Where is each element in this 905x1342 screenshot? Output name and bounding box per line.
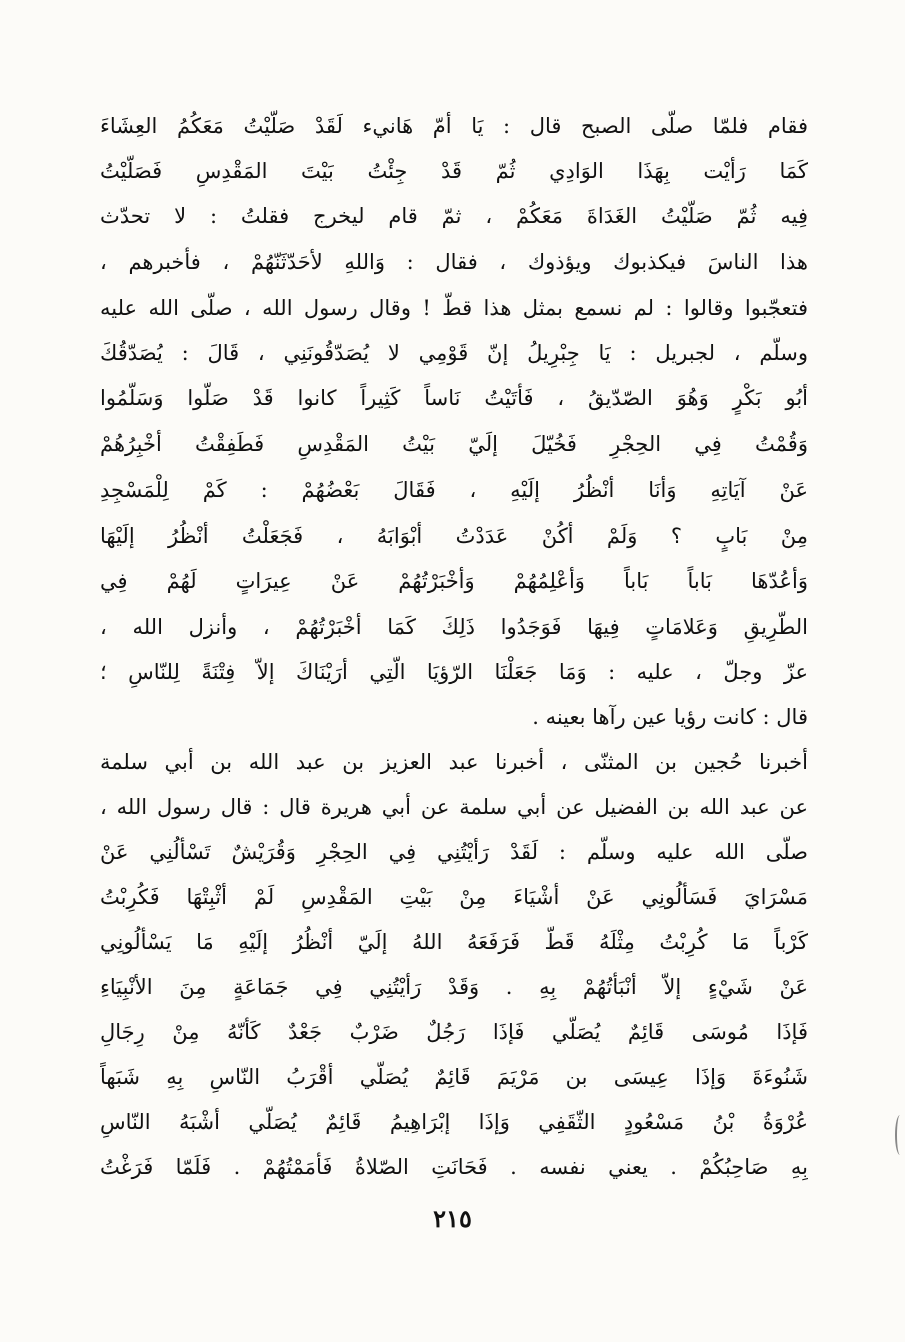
- text-line: فِيه ثُمّ صَلّيْتُ الغَدَاةَ مَعَكُمْ ، ثمّ قام ليخرج فقلتُ : لا تحدّث: [100, 204, 808, 228]
- text-line: فَإذَا مُوسَى قَائِمٌ يُصَلّي فَإذَا رَجُلٌ ضَرْبٌ جَعْدٌ كَأنّهُ مِنْ رِجَالِ: [100, 1020, 808, 1044]
- text-line: فتعجّبوا وقالوا : لم نسمع بمثل هذا قطّ ! وقال رسول الله ، صلّى الله عليه: [100, 296, 808, 320]
- text-line: وسلّم ، لجبريل : يَا جِبْرِيلُ إنّ قَوْمِي لا يُصَدّقُونَنِي ، قَالَ : يُصَدّقُكَ: [100, 341, 808, 365]
- text-line: أخبرنا حُجين بن المثنّى ، أخبرنا عبد العزيز بن عبد الله بن أبي سلمة: [100, 750, 808, 774]
- text-line: عَنْ شَيْءٍ إلاّ أنْبَأتُهُمْ بِهِ . وَقَدْ رَأيْتُنِي فِي جَمَاعَةٍ مِنَ الأنْبِيَاءِ: [100, 975, 808, 999]
- text-line: شَنُوءَةَ وَإذَا عِيسَى بن مَرْيَمَ قَائِمٌ يُصَلّي أقْرَبُ النّاسِ بِهِ شَبَهاً: [100, 1065, 808, 1089]
- text-line: كَرْباً مَا كُرِبْتُ مِثْلَهُ قَطّ فَرَفَعَهُ اللهُ إلَيّ أنْظُرُ إلَيْهِ مَا يَسْألُونِي: [100, 930, 808, 954]
- text-line: الطّرِيقِ وَعَلامَاتٍ فِيهَا فَوَجَدُوا ذَلِكَ كَمَا أخْبَرْتُهُمْ ، وأنزل الله ،: [100, 615, 808, 639]
- text-line: عزّ وجلّ ، عليه : وَمَا جَعَلْنَا الرّؤيَا الّتِي أرَيْنَاكَ إلاّ فِتْنَةً لِلنّاسِ ؛: [100, 660, 808, 684]
- page-edge-mark: [895, 1115, 905, 1155]
- text-line: هذا الناسَ فيكذبوك ويؤذوك ، فقال : وَاللهِ لأحَدّثَنّهُمْ ، فأخبرهم ،: [100, 250, 808, 274]
- text-line: قال : كانت رؤيا عين رآها بعينه .: [532, 705, 808, 729]
- text-line: عَنْ آيَاتِهِ وَأنَا أنْظُرُ إلَيْهِ ، فَقَالَ بَعْضُهُمْ : كَمْ لِلْمَسْجِدِ: [100, 478, 808, 502]
- text-line: مِنْ بَابٍ ؟ وَلَمْ أكُنْ عَدَدْتُ أبْوَابَهُ ، فَجَعَلْتُ أنْظُرُ إلَيْهَا: [100, 524, 808, 548]
- text-line: عن عبد الله بن الفضيل عن أبي سلمة عن أبي هريرة قال : قال رسول الله ،: [100, 795, 808, 819]
- text-line: مَسْرَايَ فَسَألُونِي عَنْ أشْيَاءَ مِنْ بَيْتِ المَقْدِسِ لَمْ أثْبِتْهَا فَكُرِبْتُ: [100, 885, 808, 909]
- text-line: صلّى الله عليه وسلّم : لَقَدْ رَأيْتُنِي فِي الحِجْرِ وَقُرَيْشٌ تَسْألُنِي عَنْ: [100, 840, 808, 864]
- text-line: فقام فلمّا صلّى الصبح قال : يَا أمّ هَانيء لَقَدْ صَلّيْتُ مَعَكُمُ العِشَاءَ: [100, 114, 808, 138]
- text-line: أبُو بَكْرٍ وَهُوَ الصّدّيقُ ، فَأتَيْتُ نَاساً كَثِيراً كانوا قَدْ صَلّوا وَسَلّمُوا: [100, 386, 808, 410]
- page-number: ٢١٥: [433, 1204, 472, 1233]
- text-line: بِهِ صَاحِبُكُمْ . يعني نفسه . فَحَانَتِ الصّلاةُ فَأمَمْتُهُمْ . فَلَمّا فَرَغْتُ: [100, 1155, 808, 1179]
- text-line: عُرْوَةُ بْنُ مَسْعُودٍ الثّقَفِي وَإذَا إبْرَاهِيمُ قَائِمٌ يُصَلّي أشْبَهُ النّاسِ: [100, 1110, 808, 1134]
- text-line: وَقُمْتُ فِي الحِجْرِ فَخُيّلَ إلَيّ بَيْتُ المَقْدِسِ فَطَفِقْتُ أخْبِرُهُمْ: [100, 432, 808, 456]
- text-line: كَمَا رَأيْت بِهَذَا الوَادِي ثُمّ قَدْ جِئْتُ بَيْتَ المَقْدِسِ فَصَلّيْتُ: [100, 159, 808, 183]
- text-line: وَأعُدّهَا بَاباً بَاباً وَأعْلِمُهُمْ وَأخْبَرْتُهُمْ عَنْ عِيرَاتٍ لَهُمْ فِي: [100, 569, 808, 593]
